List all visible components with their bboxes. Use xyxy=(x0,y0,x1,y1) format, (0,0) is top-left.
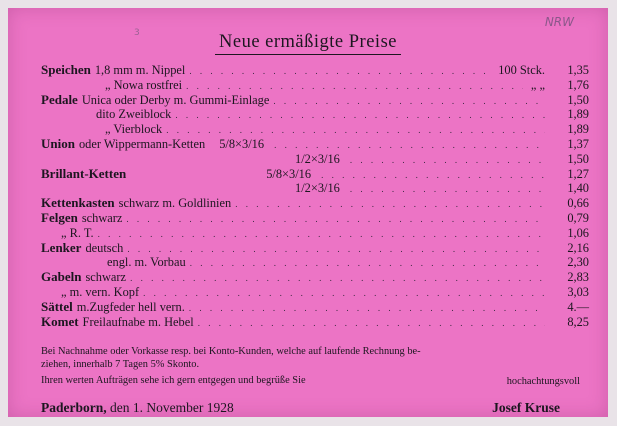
dot-leader xyxy=(143,286,545,301)
item-size: 1/2×3/16 xyxy=(295,151,340,166)
item-category: Speichen xyxy=(41,62,91,77)
price-list xyxy=(41,63,589,329)
item-description: „ Nowa rostfrei xyxy=(105,77,183,92)
item-label xyxy=(41,63,185,78)
signature: Josef Kruse xyxy=(492,400,560,415)
price-row xyxy=(41,196,589,211)
item-price: 1,06 xyxy=(567,225,589,240)
price-row xyxy=(41,270,589,285)
dot-leader xyxy=(198,316,545,331)
dot-leader xyxy=(350,153,545,168)
price-row xyxy=(41,122,589,137)
dot-leader xyxy=(186,79,523,94)
item-category: Brillant-Ketten xyxy=(41,165,127,181)
item-price: 2,83 xyxy=(567,270,589,285)
item-label xyxy=(41,93,269,108)
dot-leader xyxy=(175,108,545,123)
item-label xyxy=(41,211,122,226)
price-row xyxy=(41,63,589,78)
price-row xyxy=(41,152,589,167)
item-description: dito Zweiblock xyxy=(96,107,172,122)
dot-leader xyxy=(274,138,545,153)
item-category: Gabeln xyxy=(41,269,82,285)
price-row xyxy=(41,107,589,122)
price-row xyxy=(41,315,589,330)
item-description: m.Zugfeder hell vern. xyxy=(76,299,185,314)
payment-terms xyxy=(41,346,589,371)
item-category: Komet xyxy=(41,313,79,329)
price-row xyxy=(41,93,589,108)
item-price: 1,89 xyxy=(567,107,589,122)
dot-leader xyxy=(321,168,545,183)
price-card xyxy=(8,8,608,417)
dot-leader xyxy=(235,197,545,212)
item-price: 8,25 xyxy=(567,314,589,329)
item-price: 2,30 xyxy=(567,255,589,270)
price-row xyxy=(41,300,589,315)
item-category: Pedale xyxy=(41,91,78,107)
title-text: Neue ermäßigte Preise xyxy=(215,32,401,55)
item-price: 1,40 xyxy=(567,181,589,196)
dot-leader xyxy=(127,242,545,257)
item-description: 1,8 mm m. Nippel xyxy=(94,63,186,77)
price-row xyxy=(41,181,589,196)
dot-leader xyxy=(190,256,545,271)
item-label xyxy=(41,315,194,330)
price-row xyxy=(41,78,589,93)
item-description: „ R. T. xyxy=(61,225,94,240)
item-category: Lenker xyxy=(41,239,82,255)
payment-terms-line-2: ziehen, innerhalb 7 Tagen 5% Skonto. xyxy=(41,358,200,370)
item-description: deutsch xyxy=(85,240,124,255)
dot-leader xyxy=(166,123,545,138)
price-row xyxy=(41,226,589,241)
item-price: 3,03 xyxy=(567,284,589,299)
item-label xyxy=(41,270,126,285)
greeting: hochachtungsvoll xyxy=(506,376,580,387)
item-price: 1,27 xyxy=(567,166,589,181)
price-row xyxy=(41,137,589,152)
item-size: 1/2×3/16 xyxy=(295,181,340,196)
item-description: oder Wippermann-Ketten xyxy=(78,136,206,151)
item-price: 4.— xyxy=(567,299,589,314)
item-label xyxy=(41,285,139,300)
dot-leader xyxy=(189,301,545,316)
item-category: Felgen xyxy=(41,209,78,225)
price-row xyxy=(41,211,589,226)
item-size: 5/8×3/16 xyxy=(219,136,265,151)
date: den 1. November 1928 xyxy=(106,400,234,415)
item-price: 1,89 xyxy=(567,122,589,137)
item-size: 5/8×3/16 xyxy=(266,166,312,181)
item-label xyxy=(41,167,130,182)
faint-mark: 3 xyxy=(134,28,140,38)
item-category: Union xyxy=(41,135,75,151)
item-price: 1,76 xyxy=(567,77,589,92)
item-description: schwarz m. Goldlinien xyxy=(118,196,232,211)
item-category: Sättel xyxy=(41,298,73,314)
place-date xyxy=(41,400,234,416)
item-description: „ Vierblock xyxy=(105,122,163,137)
price-row xyxy=(41,255,589,270)
item-description: Unica oder Derby m. Gummi-Einlage xyxy=(81,92,270,107)
dot-leader xyxy=(126,212,545,227)
item-price: 1,50 xyxy=(567,151,589,166)
item-description: „ m. vern. Kopf xyxy=(61,284,140,299)
item-price: 0,66 xyxy=(567,196,589,211)
item-label xyxy=(41,241,123,256)
item-price: 2,16 xyxy=(567,240,589,255)
dot-leader xyxy=(273,94,545,109)
item-label xyxy=(41,255,186,270)
page-title xyxy=(8,32,608,55)
item-label xyxy=(41,300,185,315)
place: Paderborn, xyxy=(41,400,107,415)
handwritten-note: NRW xyxy=(544,15,574,29)
item-description: schwarz xyxy=(85,270,127,285)
item-label xyxy=(41,107,171,122)
item-label xyxy=(41,196,231,211)
item-label xyxy=(41,226,94,241)
item-description: schwarz xyxy=(81,210,123,225)
item-category: Kettenkasten xyxy=(41,195,115,211)
item-price: 1,37 xyxy=(567,136,589,151)
price-row xyxy=(41,167,589,182)
dot-leader xyxy=(350,182,545,197)
payment-terms-line-1: Bei Nachnahme oder Vorkasse resp. bei Konto-Kunden, welche auf laufende Rechnung be- xyxy=(41,346,421,357)
item-quantity: 100 Stck. xyxy=(498,63,545,77)
item-quantity: „ „ xyxy=(530,77,545,92)
dot-leader xyxy=(189,64,490,79)
item-price: 0,79 xyxy=(567,210,589,225)
item-description: Freilaufnabe m. Hebel xyxy=(82,314,194,329)
item-description: engl. m. Vorbau xyxy=(107,255,186,270)
price-row xyxy=(41,285,589,300)
item-price: 1,35 xyxy=(567,63,589,77)
closing-line: Ihren werten Aufträgen sehe ich gern entgegen und begrüße Sie xyxy=(41,375,306,386)
dot-leader xyxy=(130,271,545,286)
item-label xyxy=(41,137,205,152)
item-label xyxy=(41,78,182,93)
item-label xyxy=(41,122,162,137)
dot-leader xyxy=(98,227,545,242)
price-row xyxy=(41,241,589,256)
item-price: 1,50 xyxy=(567,92,589,107)
